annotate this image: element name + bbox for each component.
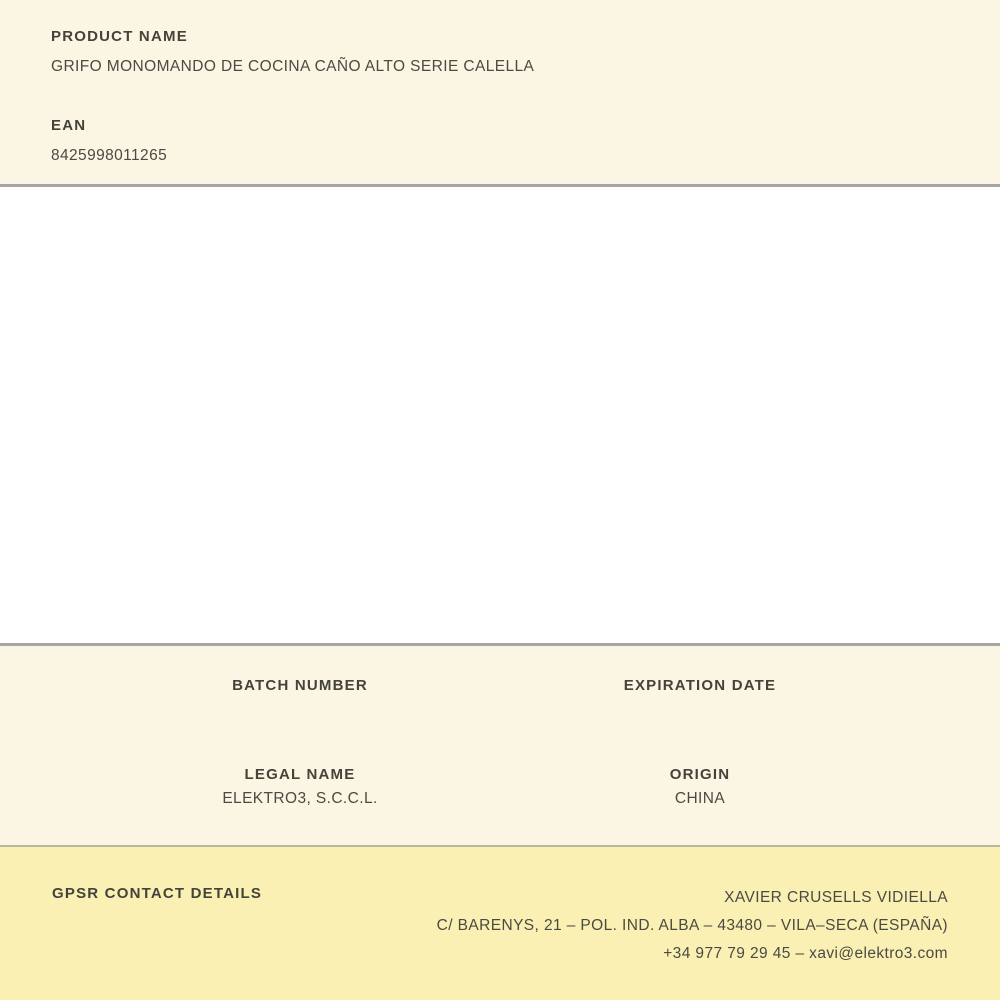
gpsr-contact-person: XAVIER CRUSELLS VIDIELLA	[724, 889, 948, 906]
gpsr-contact-phone-email: +34 977 79 29 45 – xavi@elektro3.com	[663, 945, 948, 962]
legal-name-field	[100, 765, 500, 813]
origin-label: ORIGIN	[669, 766, 731, 783]
ean-value: 8425998011265	[51, 147, 168, 164]
batch-number-value	[100, 696, 500, 724]
gpsr-contact-section	[0, 847, 1000, 1000]
origin-value: CHINA	[674, 790, 726, 807]
product-details-section	[0, 646, 1000, 845]
expiration-date-label: EXPIRATION DATE	[623, 677, 777, 694]
batch-number-field	[100, 676, 500, 724]
gpsr-contact-heading: GPSR CONTACT DETAILS	[52, 885, 263, 902]
legal-name-value: ELEKTRO3, S.C.C.L.	[222, 790, 378, 807]
batch-number-label: BATCH NUMBER	[232, 677, 368, 694]
product-image-area	[0, 187, 1000, 643]
legal-name-label: LEGAL NAME	[244, 766, 356, 783]
expiration-date-field	[500, 676, 900, 724]
product-name-label: PRODUCT NAME	[51, 28, 188, 45]
product-name-value: GRIFO MONOMANDO DE COCINA CAÑO ALTO SERIE CALELLA	[51, 58, 535, 75]
product-header-section	[0, 0, 1000, 184]
gpsr-contact-address: C/ BARENYS, 21 – POL. IND. ALBA – 43480 – VILA–SECA (ESPAÑA)	[436, 917, 948, 934]
ean-label: EAN	[51, 117, 87, 134]
details-grid	[100, 676, 900, 813]
gpsr-contact-block	[437, 884, 948, 968]
expiration-date-value	[500, 696, 900, 724]
origin-field	[500, 765, 900, 813]
